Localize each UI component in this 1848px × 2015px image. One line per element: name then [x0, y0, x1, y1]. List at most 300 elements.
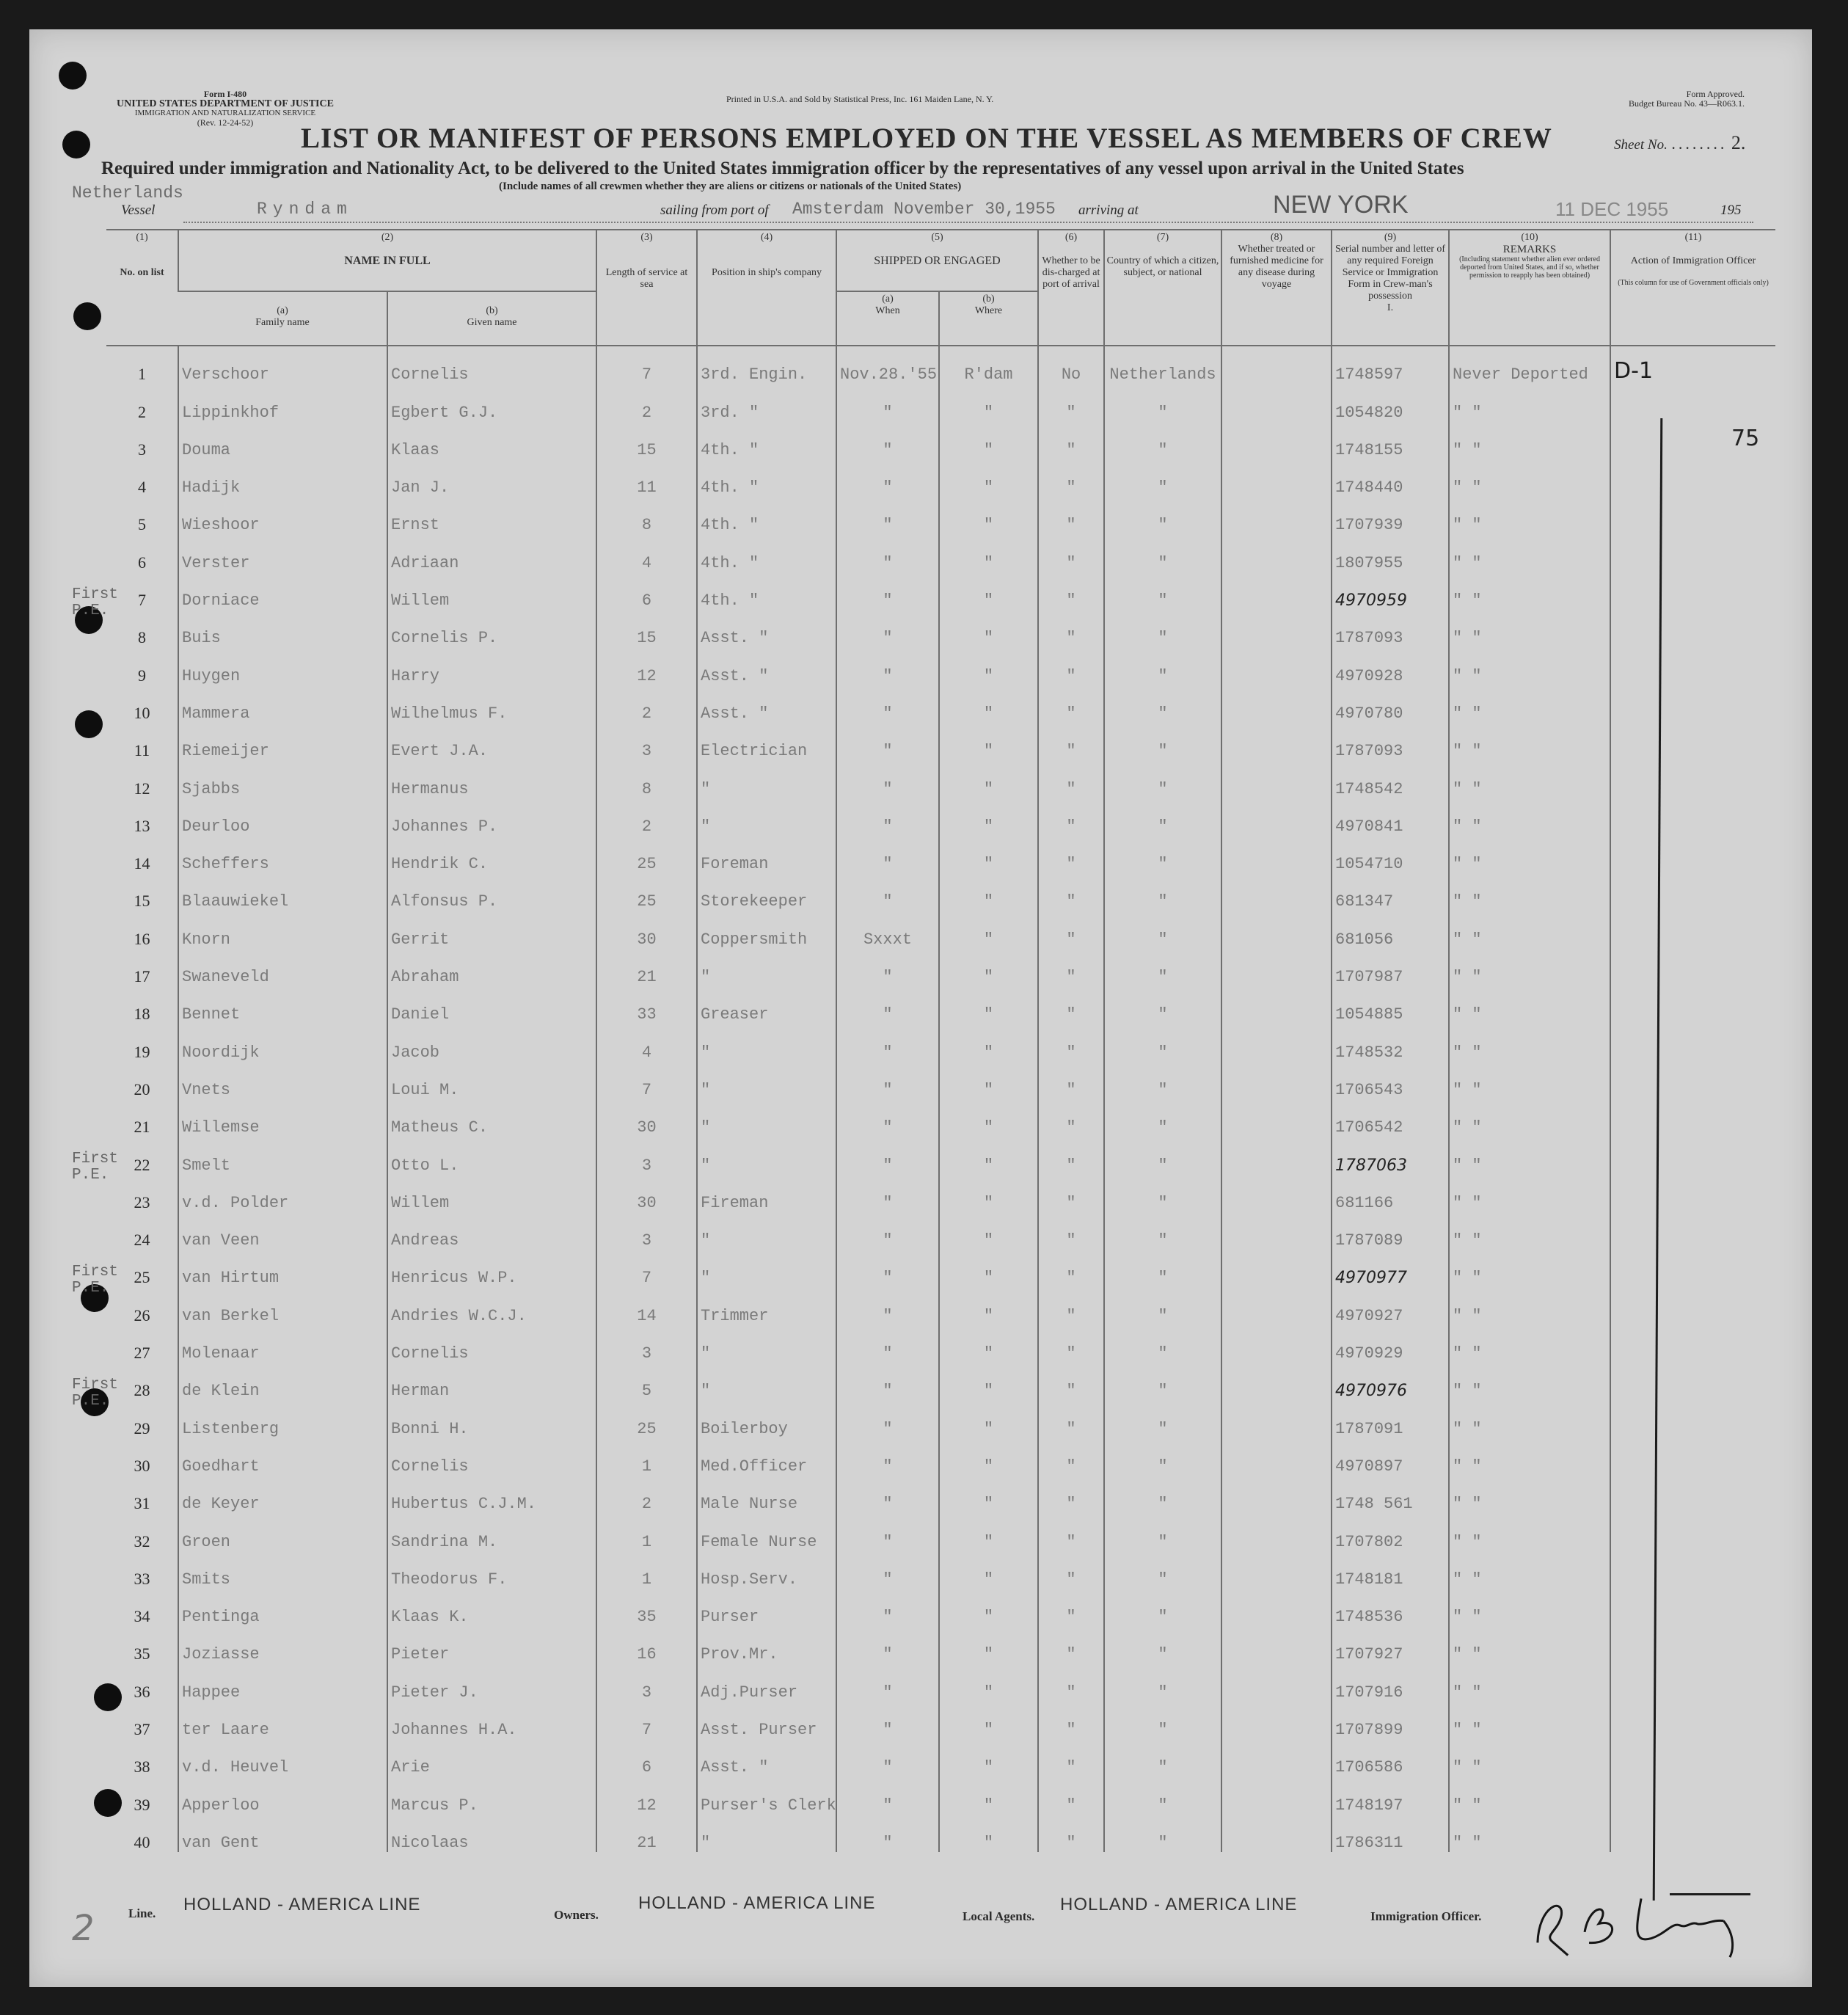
cell-remarks: " " — [1449, 798, 1610, 836]
form-subtitle: Required under immigration and Nationality Act, to be delivered to the United States immigration officer by the representatives of any vessel upon arrival in the United States — [101, 158, 1464, 178]
table-row — [106, 1702, 1775, 1739]
cell-when: " — [836, 1250, 939, 1287]
cell-country: " — [1104, 1438, 1221, 1476]
table-row — [106, 1325, 1775, 1363]
cell-country: " — [1104, 911, 1221, 948]
cell-family: Apperloo — [178, 1777, 387, 1814]
cell-country: " — [1104, 647, 1221, 685]
cell-pos: " — [697, 1325, 836, 1363]
cell-no: 14 — [134, 854, 150, 873]
cell-when: " — [836, 1551, 939, 1589]
table-row — [106, 986, 1775, 1024]
cell-action — [1610, 1137, 1775, 1174]
cell-disch: " — [1038, 1551, 1104, 1589]
cell-no: 3 — [138, 440, 146, 459]
col-country-header: (7) Country of which a citizen, subject, or national — [1104, 230, 1221, 346]
cell-family: v.d. Heuvel — [178, 1739, 387, 1777]
cell-action — [1610, 572, 1775, 610]
cell-pos: 4th. " — [697, 422, 836, 459]
cell-serial: 681347 — [1332, 873, 1449, 911]
cell-serial: 4970959 — [1332, 572, 1449, 610]
cell-where: " — [939, 986, 1038, 1024]
cell-family: Verster — [178, 534, 387, 572]
cell-pos: 4th. " — [697, 459, 836, 497]
cell-len: 30 — [596, 1099, 697, 1137]
cell-country: " — [1104, 1777, 1221, 1814]
cell-when: " — [836, 986, 939, 1024]
punch-hole — [73, 302, 101, 330]
cell-given: Jan J. — [387, 459, 596, 497]
cell-country: " — [1104, 1739, 1221, 1777]
table-row — [106, 911, 1775, 948]
cell-treated — [1221, 610, 1332, 647]
cell-given: Cornelis — [387, 1438, 596, 1476]
cell-serial: 4970929 — [1332, 1325, 1449, 1363]
cell-when: " — [836, 422, 939, 459]
cell-given: Daniel — [387, 986, 596, 1024]
cell-action — [1610, 610, 1775, 647]
cell-given: Willem — [387, 1175, 596, 1212]
cell-family: Dorniace — [178, 572, 387, 610]
cell-serial: 4970977 — [1332, 1250, 1449, 1287]
col-remarks-header: (10) REMARKS (Including statement whether alien ever ordered deported from United States, and if so, whether permission to reapply has been obtained) — [1449, 230, 1610, 346]
cell-when: " — [836, 1175, 939, 1212]
cell-serial: 1707899 — [1332, 1702, 1449, 1739]
cell-remarks: " " — [1449, 1400, 1610, 1438]
cell-treated — [1221, 422, 1332, 459]
cell-family: ter Laare — [178, 1702, 387, 1739]
cell-given: Wilhelmus F. — [387, 685, 596, 723]
cell-given: Hermanus — [387, 760, 596, 798]
cell-len: 2 — [596, 685, 697, 723]
cell-disch: " — [1038, 1099, 1104, 1137]
cell-remarks: " " — [1449, 534, 1610, 572]
cell-treated — [1221, 1400, 1332, 1438]
cell-when: " — [836, 798, 939, 836]
cell-treated — [1221, 836, 1332, 873]
cell-serial: 1054820 — [1332, 384, 1449, 421]
cell-family: Blaauwiekel — [178, 873, 387, 911]
cell-disch: " — [1038, 1400, 1104, 1438]
cell-action — [1610, 1513, 1775, 1551]
cell-where: " — [939, 647, 1038, 685]
table-row — [106, 647, 1775, 685]
cell-len: 12 — [596, 1777, 697, 1814]
cell-treated — [1221, 1438, 1332, 1476]
cell-where: " — [939, 911, 1038, 948]
cell-len: 25 — [596, 1400, 697, 1438]
table-row — [106, 723, 1775, 760]
table-row — [106, 1137, 1775, 1174]
cell-no: 13 — [134, 816, 150, 835]
cell-country: " — [1104, 1062, 1221, 1099]
cell-when: " — [836, 1739, 939, 1777]
owners-label: Owners. — [554, 1908, 599, 1922]
cell-action — [1610, 1287, 1775, 1324]
cell-given: Sandrina M. — [387, 1513, 596, 1551]
cell-len: 12 — [596, 647, 697, 685]
cell-no: 12 — [134, 779, 150, 798]
cell-family: Vnets — [178, 1062, 387, 1099]
cell-given: Adriaan — [387, 534, 596, 572]
table-row — [106, 1363, 1775, 1400]
cell-where: " — [939, 1626, 1038, 1664]
cell-when: " — [836, 1513, 939, 1551]
table-row — [106, 1438, 1775, 1476]
cell-treated — [1221, 911, 1332, 948]
cell-when: " — [836, 723, 939, 760]
cell-no: 30 — [134, 1456, 150, 1475]
cell-len: 2 — [596, 384, 697, 421]
table-row — [106, 1815, 1775, 1852]
cell-disch: " — [1038, 422, 1104, 459]
cell-len: 1 — [596, 1551, 697, 1589]
cell-len: 3 — [596, 1664, 697, 1701]
col-treated-header: (8) Whether treated or furnished medicine for any disease during voyage — [1221, 230, 1332, 346]
cell-serial: 1706586 — [1332, 1739, 1449, 1777]
cell-remarks: " " — [1449, 610, 1610, 647]
cell-where: " — [939, 760, 1038, 798]
cell-action — [1610, 1664, 1775, 1701]
cell-remarks: " " — [1449, 836, 1610, 873]
cell-treated — [1221, 1777, 1332, 1814]
cell-country: " — [1104, 610, 1221, 647]
cell-no: 10 — [134, 703, 150, 722]
cell-given: Egbert G.J. — [387, 384, 596, 421]
col-name-header: (2) NAME IN FULL — [178, 230, 596, 291]
cell-where: " — [939, 1476, 1038, 1513]
cell-country: " — [1104, 1325, 1221, 1363]
form-number: Form I-480 — [203, 89, 247, 99]
department-name: UNITED STATES DEPARTMENT OF JUSTICE — [117, 98, 334, 109]
cell-when: " — [836, 610, 939, 647]
cell-treated — [1221, 1739, 1332, 1777]
cell-family: Smits — [178, 1551, 387, 1589]
cell-disch: " — [1038, 1325, 1104, 1363]
cell-action — [1610, 1062, 1775, 1099]
cell-given: Hendrik C. — [387, 836, 596, 873]
cell-len: 3 — [596, 1325, 697, 1363]
cell-remarks: " " — [1449, 459, 1610, 497]
sheet-value: 2. — [1731, 132, 1746, 153]
cell-len: 14 — [596, 1287, 697, 1324]
cell-pos: 3rd. " — [697, 384, 836, 421]
cell-serial: 4970897 — [1332, 1438, 1449, 1476]
cell-treated — [1221, 873, 1332, 911]
cell-no: 5 — [138, 515, 146, 534]
cell-treated — [1221, 1363, 1332, 1400]
cell-disch: " — [1038, 911, 1104, 948]
arriving-port: NEW YORK — [1273, 191, 1409, 219]
first-pe-mark: First P.E. — [72, 1151, 119, 1184]
cell-len: 6 — [596, 1739, 697, 1777]
first-pe-mark: First P.E. — [72, 1264, 119, 1297]
cell-action — [1610, 1099, 1775, 1137]
cell-when: " — [836, 873, 939, 911]
cell-family: van Hirtum — [178, 1250, 387, 1287]
cell-pos: Asst. " — [697, 685, 836, 723]
cell-len: 8 — [596, 497, 697, 534]
cell-family: Huygen — [178, 647, 387, 685]
cell-given: Henricus W.P. — [387, 1250, 596, 1287]
cell-len: 25 — [596, 873, 697, 911]
cell-treated — [1221, 685, 1332, 723]
cell-no: 19 — [134, 1042, 150, 1061]
cell-remarks: " " — [1449, 572, 1610, 610]
sailing-port-date: Amsterdam November 30,1955 — [792, 200, 1056, 219]
cell-given: Cornelis P. — [387, 610, 596, 647]
cell-remarks: " " — [1449, 1777, 1610, 1814]
table-row — [106, 1250, 1775, 1287]
cell-no: 9 — [138, 666, 146, 685]
line-value: HOLLAND - AMERICA LINE — [183, 1895, 421, 1914]
cell-family: Sjabbs — [178, 760, 387, 798]
cell-given: Andries W.C.J. — [387, 1287, 596, 1324]
cell-pos: " — [697, 760, 836, 798]
cell-pos: Adj.Purser — [697, 1664, 836, 1701]
cell-disch: " — [1038, 760, 1104, 798]
first-pe-mark: First P.E. — [72, 586, 119, 619]
cell-country: " — [1104, 1702, 1221, 1739]
cell-len: 2 — [596, 798, 697, 836]
cell-no: 29 — [134, 1418, 150, 1438]
approval-block — [1561, 90, 1745, 109]
cell-no: 6 — [138, 553, 146, 572]
cell-serial: 1748155 — [1332, 422, 1449, 459]
margin-count: 75 — [1731, 426, 1760, 451]
cell-given: Theodorus F. — [387, 1551, 596, 1589]
cell-given: Marcus P. — [387, 1777, 596, 1814]
cell-no: 40 — [134, 1832, 150, 1851]
cell-action — [1610, 873, 1775, 911]
cell-when: " — [836, 647, 939, 685]
cell-serial: 1748597 — [1332, 346, 1449, 384]
cell-where: " — [939, 1702, 1038, 1739]
cell-treated — [1221, 1815, 1332, 1852]
cell-action — [1610, 798, 1775, 836]
cell-pos: Asst. Purser — [697, 1702, 836, 1739]
cell-len: 3 — [596, 1137, 697, 1174]
cell-len: 33 — [596, 986, 697, 1024]
cell-family: Buis — [178, 610, 387, 647]
cell-no: 26 — [134, 1305, 150, 1324]
cell-when: " — [836, 497, 939, 534]
cell-serial: 1707802 — [1332, 1513, 1449, 1551]
cell-remarks: " " — [1449, 1664, 1610, 1701]
cell-pos: " — [697, 1250, 836, 1287]
cell-disch: " — [1038, 1815, 1104, 1852]
cell-disch: " — [1038, 1137, 1104, 1174]
cell-disch: " — [1038, 1777, 1104, 1814]
cell-country: " — [1104, 384, 1221, 421]
cell-where: " — [939, 1777, 1038, 1814]
cell-family: Lippinkhof — [178, 384, 387, 421]
table-row — [106, 1777, 1775, 1814]
cell-pos: " — [697, 1062, 836, 1099]
col-where-header: (b) Where — [939, 291, 1038, 346]
cell-family: van Veen — [178, 1212, 387, 1250]
cell-treated — [1221, 572, 1332, 610]
cell-disch: " — [1038, 873, 1104, 911]
cell-action — [1610, 384, 1775, 421]
cell-no: 15 — [134, 892, 150, 911]
vessel-flag: Netherlands — [72, 183, 183, 203]
cell-serial: 1748197 — [1332, 1777, 1449, 1814]
cell-treated — [1221, 459, 1332, 497]
cell-when: Nov.28.'55 — [836, 346, 939, 384]
first-pe-mark: First P.E. — [72, 1377, 119, 1410]
cell-country: " — [1104, 873, 1221, 911]
cell-when: " — [836, 572, 939, 610]
cell-disch: " — [1038, 1626, 1104, 1664]
cell-where: " — [939, 610, 1038, 647]
cell-len: 3 — [596, 1212, 697, 1250]
cell-treated — [1221, 534, 1332, 572]
cell-where: " — [939, 1062, 1038, 1099]
cell-family: Pentinga — [178, 1589, 387, 1626]
cell-disch: " — [1038, 685, 1104, 723]
cell-serial: 1748440 — [1332, 459, 1449, 497]
cell-where: R'dam — [939, 346, 1038, 384]
cell-pos: " — [697, 949, 836, 986]
cell-remarks: " " — [1449, 1551, 1610, 1589]
service-name: IMMIGRATION AND NATURALIZATION SERVICE — [134, 109, 316, 117]
cell-remarks: " " — [1449, 1175, 1610, 1212]
table-row — [106, 1476, 1775, 1513]
cell-treated — [1221, 1702, 1332, 1739]
cell-no: 25 — [134, 1268, 150, 1287]
cell-given: Loui M. — [387, 1062, 596, 1099]
cell-pos: Storekeeper — [697, 873, 836, 911]
cell-disch: " — [1038, 647, 1104, 685]
cell-given: Harry — [387, 647, 596, 685]
cell-given: Klaas K. — [387, 1589, 596, 1626]
officer-label: Immigration Officer. — [1370, 1909, 1482, 1923]
cell-pos: Asst. " — [697, 647, 836, 685]
cell-given: Matheus C. — [387, 1099, 596, 1137]
cell-where: " — [939, 1513, 1038, 1551]
cell-len: 2 — [596, 1476, 697, 1513]
cell-when: " — [836, 1400, 939, 1438]
cell-disch: " — [1038, 1739, 1104, 1777]
cell-disch: " — [1038, 1589, 1104, 1626]
cell-len: 4 — [596, 534, 697, 572]
cell-where: " — [939, 1212, 1038, 1250]
cell-when: " — [836, 1815, 939, 1852]
cell-pos: Med.Officer — [697, 1438, 836, 1476]
cell-action — [1610, 1325, 1775, 1363]
cell-where: " — [939, 1589, 1038, 1626]
cell-no: 21 — [134, 1118, 150, 1137]
cell-where: " — [939, 836, 1038, 873]
cell-no: 22 — [134, 1155, 150, 1174]
cell-family: v.d. Polder — [178, 1175, 387, 1212]
cell-disch: " — [1038, 1702, 1104, 1739]
table-row — [106, 1175, 1775, 1212]
cell-remarks: Never Deported — [1449, 346, 1610, 384]
cell-country: " — [1104, 497, 1221, 534]
cell-remarks: " " — [1449, 723, 1610, 760]
cell-len: 30 — [596, 1175, 697, 1212]
cell-serial: 1707987 — [1332, 949, 1449, 986]
cell-serial: 4970780 — [1332, 685, 1449, 723]
cell-when: " — [836, 1137, 939, 1174]
cell-given: Ernst — [387, 497, 596, 534]
cell-no: 36 — [134, 1682, 150, 1701]
cell-where: " — [939, 384, 1038, 421]
col-no-header: (1) No. on list — [106, 230, 178, 346]
cell-treated — [1221, 986, 1332, 1024]
cell-pos: Foreman — [697, 836, 836, 873]
cell-len: 1 — [596, 1438, 697, 1476]
officer-signature — [1523, 1877, 1749, 1983]
cell-where: " — [939, 685, 1038, 723]
cell-remarks: " " — [1449, 422, 1610, 459]
arriving-label: arriving at — [1078, 203, 1139, 218]
cell-family: Swaneveld — [178, 949, 387, 986]
table-row — [106, 760, 1775, 798]
line-label: Line. — [128, 1906, 156, 1920]
cell-no: 31 — [134, 1494, 150, 1513]
table-row — [106, 1551, 1775, 1589]
cell-no: 4 — [138, 478, 146, 497]
cell-remarks: " " — [1449, 949, 1610, 986]
table-row — [106, 497, 1775, 534]
cell-country: " — [1104, 1250, 1221, 1287]
cell-given: Jacob — [387, 1024, 596, 1061]
cell-action — [1610, 459, 1775, 497]
cell-remarks: " " — [1449, 1815, 1610, 1852]
vessel-label: Vessel — [121, 203, 156, 218]
table-row — [106, 384, 1775, 421]
cell-given: Otto L. — [387, 1137, 596, 1174]
table-row — [106, 459, 1775, 497]
cell-when: " — [836, 384, 939, 421]
cell-where: " — [939, 497, 1038, 534]
cell-serial: 1787063 — [1332, 1137, 1449, 1174]
crew-rows — [106, 346, 1775, 1852]
cell-given: Hubertus C.J.M. — [387, 1476, 596, 1513]
table-row — [106, 685, 1775, 723]
cell-given: Arie — [387, 1739, 596, 1777]
cell-action — [1610, 1476, 1775, 1513]
cell-family: Wieshoor — [178, 497, 387, 534]
cell-treated — [1221, 1250, 1332, 1287]
cell-country: " — [1104, 1589, 1221, 1626]
cell-no: 18 — [134, 1005, 150, 1024]
cell-serial: 1748542 — [1332, 760, 1449, 798]
cell-disch: " — [1038, 986, 1104, 1024]
table-row — [106, 572, 1775, 610]
cell-country: " — [1104, 1513, 1221, 1551]
cell-serial: 1054710 — [1332, 836, 1449, 873]
table-row — [106, 1212, 1775, 1250]
cell-serial: 1748536 — [1332, 1589, 1449, 1626]
cell-serial: 1707916 — [1332, 1664, 1449, 1701]
cell-given: Pieter — [387, 1626, 596, 1664]
cell-given: Herman — [387, 1363, 596, 1400]
cell-country: Netherlands — [1104, 346, 1221, 384]
cell-action — [1610, 685, 1775, 723]
cell-remarks: " " — [1449, 1212, 1610, 1250]
cell-pos: Male Nurse — [697, 1476, 836, 1513]
table-row — [106, 1024, 1775, 1061]
printer-note: Printed in U.S.A. and Sold by Statistical Press, Inc. 161 Maiden Lane, N. Y. — [726, 94, 994, 104]
cell-when: " — [836, 534, 939, 572]
crew-manifest-table — [106, 229, 1775, 1852]
cell-action — [1610, 1815, 1775, 1852]
cell-when: " — [836, 1287, 939, 1324]
